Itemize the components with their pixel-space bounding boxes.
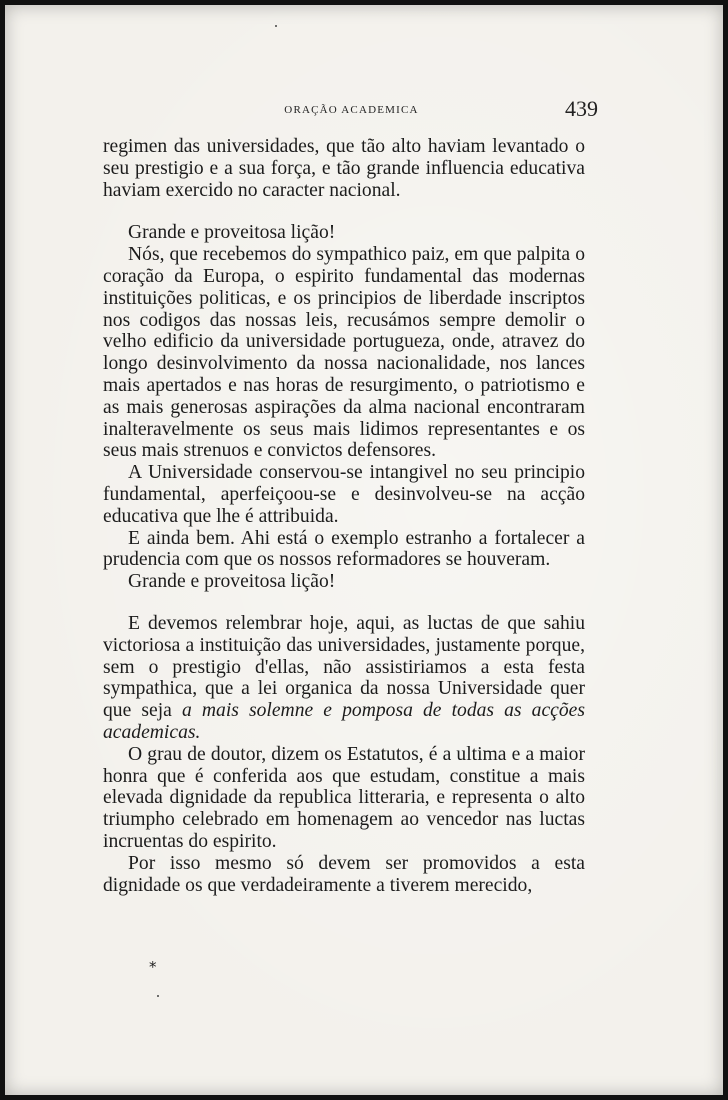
running-title: ORAÇÃO ACADEMICA	[284, 104, 419, 116]
page-number: 439	[565, 96, 598, 121]
paragraph: Grande e proveitosa lição!	[128, 222, 336, 244]
paragraph: E ainda bem. Ahi está o exemplo estranho a fortalecer a prudencia com que os nossos reformadores se houveram.	[103, 527, 585, 571]
italic-phrase: a mais solemne e pomposa de todas as acções academicas.	[103, 700, 585, 743]
body-text	[103, 136, 585, 896]
paragraph: O grau de doutor, dizem os Estatutos, é a ultima e a maior honra que é conferida aos que estudam, constitue a mais elevada dignidade da republica litteraria, e representa o alto triumpho celebrado em homenagem ao vencedor nas luctas incruentas do espirito.	[103, 743, 585, 852]
paragraph	[103, 613, 585, 744]
page-header	[103, 96, 600, 126]
paragraph: A Universidade conservou-se intangivel no seu principio fundamental, aperfeiçoou-se e desinvolveu-se na acção educativa que lhe é attribuida.	[103, 462, 585, 527]
scan-speck	[275, 25, 277, 27]
paragraph: Nós, que recebemos do sympathico paiz, em que palpita o coração da Europa, o espirito fundamental das modernas instituições politicas, e os principios de liberdade inscriptos nos codigos das nossas leis, recusámos sempre demolir o velho edificio da universidade portugueza, onde, atravez do longo desinvolvimento da nossa nacionalidade, nos lances mais apertados e nas horas de resurgimento, o patriotismo e as mais generosas aspirações da alma nacional encontraram inalteravelmente os seus mais lidimos representantes e os seus mais strenuos e convictos defensores.	[103, 244, 585, 462]
paragraph: regimen das universidades, que tão alto haviam levantado o seu prestigio e a sua força, e tão grande influencia educativa haviam exercido no caracter nacional.	[103, 136, 585, 201]
paragraph-text: E devemos relembrar hoje, aqui, as luctas de que sahiu victoriosa a instituição das universidades, justamente porque, sem o prestigio d'ellas, não assistiriamos a esta festa sympathica, que a lei organica da nossa Universidade quer que seja	[103, 612, 585, 722]
paragraph: Grande e proveitosa lição!	[128, 571, 336, 593]
paragraph: Por isso mesmo só devem ser promovidos a esta dignidade os que verdadeiramente a tiverem merecido,	[103, 852, 585, 896]
scan-speck	[157, 995, 159, 997]
asterisk-ornament: *	[149, 958, 157, 976]
